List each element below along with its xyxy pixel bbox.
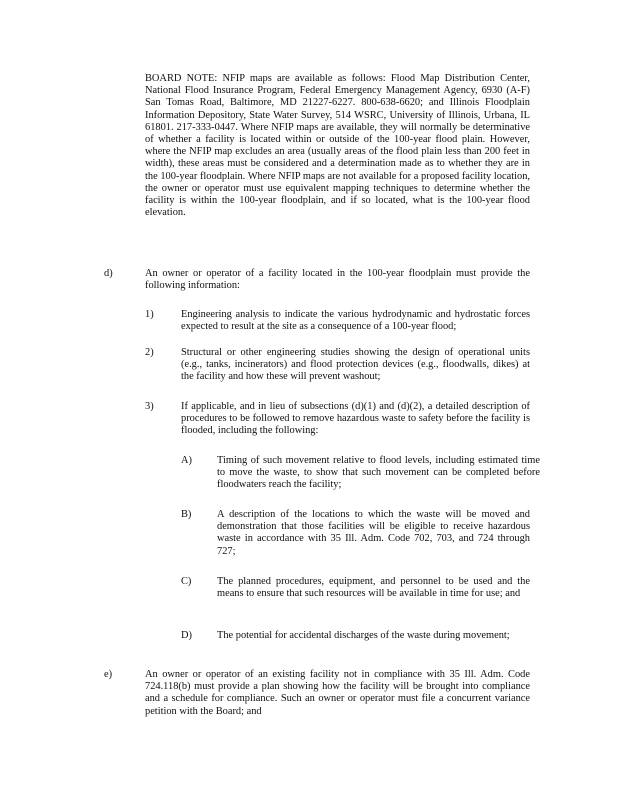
- section-e-label: e): [104, 669, 113, 680]
- section-d-label: d): [104, 268, 113, 279]
- subitem-a-text: Timing of such movement relative to flood levels, including estimated time to move the waste, to show that such movement can be completed before floodwaters reach the facility;: [217, 455, 540, 491]
- subitem-c-text: The planned procedures, equipment, and personnel to be used and the means to ensure that such resources will be available in time for use; and: [217, 576, 530, 600]
- subitem-b-label: B): [181, 509, 192, 520]
- section-e-text: An owner or operator of an existing facility not in compliance with 35 Ill. Adm. Code 724.118(b) must provide a plan showing how the facility will be brought into compliance and a schedule for compliance. Such an owner or operator must file a concurrent variance petition with the Board; and: [145, 669, 530, 717]
- item-3-text: If applicable, and in lieu of subsections (d)(1) and (d)(2), a detailed description of procedures to be followed to remove hazardous waste to safety before the facility is flooded, including the following:: [181, 401, 530, 437]
- section-d-text: An owner or operator of a facility located in the 100-year floodplain must provide the following information:: [145, 268, 530, 292]
- board-note: BOARD NOTE: NFIP maps are available as follows: Flood Map Distribution Center, National Flood Insurance Program, Federal Emergency Management Agency, 6930 (A-F) San Tomas Road, Baltimore, MD 21227-6227. 800-638-6620; and Illinois Floodplain Information Depository, State Water Survey, 514 WSRC, University of Illinois, Urbana, IL 61801. 217-333-0447. Where NFIP maps are available, they will normally be determinative of whether a facility is located within or outside of the 100-year flood plain. However, where the NFIP map excludes an area (usually areas of the flood plain less than 200 feet in width), these areas must be considered and a determination made as to whether they are in the 100-year floodplain. Where NFIP maps are not available for a proposed facility location, the owner or operator must use equivalent mapping techniques to determine whether the facility is within the 100-year floodplain, and if so located, what is the 100-year flood elevation.: [145, 73, 530, 219]
- item-3-label: 3): [145, 401, 154, 412]
- item-2-text: Structural or other engineering studies showing the design of operational units (e.g., tanks, incinerators) and flood protection devices (e.g., floodwalls, dikes) at the facility and how these will prevent washout;: [181, 347, 530, 383]
- item-1-text: Engineering analysis to indicate the various hydrodynamic and hydrostatic forces expected to result at the site as a consequence of a 100-year flood;: [181, 309, 530, 333]
- item-2-label: 2): [145, 347, 154, 358]
- item-1-label: 1): [145, 309, 154, 320]
- subitem-a-label: A): [181, 455, 192, 466]
- subitem-c-label: C): [181, 576, 192, 587]
- subitem-d-label: D): [181, 630, 192, 641]
- subitem-d-text: The potential for accidental discharges of the waste during movement;: [217, 630, 510, 641]
- subitem-b-text: A description of the locations to which the waste will be moved and demonstration that those facilities will be eligible to receive hazardous waste in accordance with 35 Ill. Adm. Code 702, 703, and 724 through 727;: [217, 509, 530, 557]
